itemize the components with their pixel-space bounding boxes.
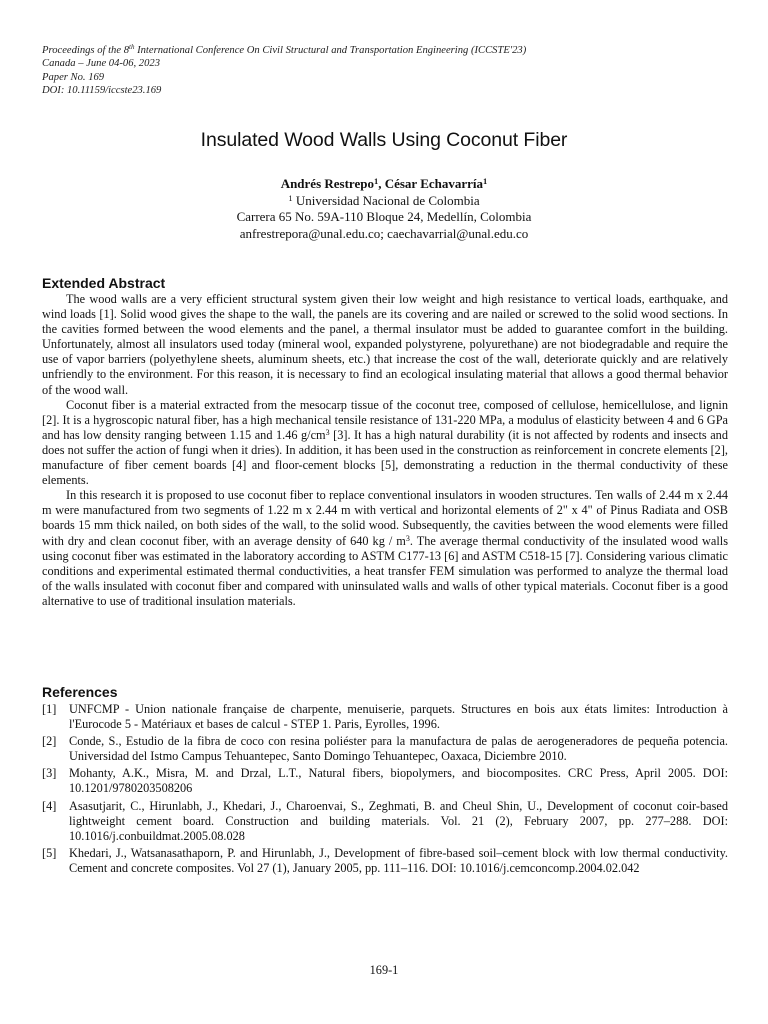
reference-number: [5]: [42, 845, 57, 860]
abstract-paragraph-3: In this research it is proposed to use coconut fiber to replace conventional insulators in wooden structures. Ten walls of 2.44 m x 2.44 m were manufactured from two segments of 1.22 m x 2.44 m with vertical and horizontal elements of 2" x 4" of Pinus Radiata and OSB boards 15 mm thick nailed, on both sides of the wall, to the solid wood. Subsequently, the cavities between the wood elements were filled with dry and clean coconut fiber, with an average density of 640 kg / $m^3$. The average thermal conductivity of the insulated wood walls using coconut fiber was estimated in the laboratory according to ASTM C177-13 [6] and ASTM C518-15 [7]. Considering various climatic conditions and experimental estimated thermal conductivities, a heat transfer FEM simulation was performed to analyze the thermal load of the walls insulated with coconut fiber and compared with uninsulated walls and walls of other typical materials. Coconut fiber is a good alternative to use of traditional insulation materials.: [42, 488, 729, 608]
reference-text: UNFCMP - Union nationale française de charpente, menuiserie, parquets. Structures en bois aux états limites: Introduction à l'Eurocode 5 - Matériaux et bases de calcul - STEP 1. Paris, Eyrolles, 1996.: [69, 702, 728, 732]
reference-number: [3]: [42, 766, 57, 781]
abstract-paragraph-1: The wood walls are a very efficient structural system given their low weight and high resistance to vertical loads, earthquake, and wind loads [1]. Solid wood gives the shape to the wall, the panels are its covering and are nailed or screwed to the solid wood sections. In the cavities formed between the wood elements and the panel, a thermal insulator must be added to guarantee comfort in the building. Unfortunately, almost all insulators used today (mineral wool, expanded polystyrene, polyurethane) are not biodegradable and require the use of vapor barriers (polyethylene sheets, aluminum sheets, etc.) that increase the cost of the wall, deteriorate quickly and are relatively unfriendly to the environment. For this reason, it is necessary to find an ecological insulating material that allows a good thermal behavior of the wood wall.: [42, 292, 728, 397]
paper-title: Insulated Wood Walls Using Coconut Fiber: [200, 129, 568, 151]
abstract-paragraph-2: Coconut fiber is a material extracted from the mesocarp tissue of the coconut tree, composed of cellulose, hemicellulose, and lignin [2]. It is a hygroscopic natural fiber, has a high mechanical tensile resistance of 131-220 MPa, a modulus of elasticity between 4 and 6 GPa and has low density ranging between 1.15 and 1.46 $g/cm^3$ [3]. It has a high natural durability (it is not affected by rodents and insects and does not suffer the action of fungi when it dries). In addition, it has been used in the construction as reinforcement in concrete elements [2], manufacture of fiber cement boards [4] and floor-cement blocks [5], demonstrating a reduction in the thermal conductivity of these elements.: [42, 397, 728, 488]
page-number: 169-1: [369, 963, 399, 977]
reference-item: [42, 766, 728, 796]
header-line-doi: DOI: 10.11159/iccste23.169: [42, 85, 162, 97]
proceedings-header: [42, 44, 742, 98]
address: Carrera 65 No. 59A-110 Bloque 24, Medellín, Colombia: [236, 209, 532, 224]
header-line-conference: Proceedings of the 8th International Conference On Civil Structural and Transportation Engineering (ICCSTE'23): [42, 43, 527, 56]
author-emails: anfrestrepora@unal.edu.co; caechavarrial@unal.edu.co: [239, 225, 529, 241]
reference-text: Asasutjarit, C., Hirunlabh, J., Khedari, J., Charoenvai, S., Zeghmati, B. and Cheul Shin, U., Development of coconut coir-based lightweight cement board. Construction and building materials. Vol. 21 (2), February 2007, pp. 277–288. DOI: 10.1016/j.conbuildmat.2005.08.028: [69, 798, 728, 843]
affiliation: $^1$ Universidad Nacional de Colombia: [288, 192, 480, 208]
references-heading: References: [42, 684, 118, 700]
reference-item: [42, 734, 728, 764]
reference-text: Mohanty, A.K., Misra, M. and Drzal, L.T., Natural fibers, biopolymers, and biocomposites. CRC Press, April 2005. DOI: 10.1201/9780203508206: [69, 766, 728, 796]
reference-number: [2]: [42, 734, 57, 749]
reference-number: [1]: [42, 702, 57, 716]
reference-item: [42, 702, 728, 732]
ordinal-superscript: th: [129, 43, 135, 51]
header-line-date: Canada – June 04-06, 2023: [42, 58, 160, 70]
header-line-paper-number: Paper No. 169: [42, 71, 105, 83]
abstract-body: [42, 292, 728, 609]
author-block: [0, 176, 768, 242]
reference-text: Khedari, J., Watsanasathaporn, P. and Hirunlabh, J., Development of fibre-based soil–cement block with low thermal conductivity. Cement and concrete composites. Vol 27 (1), January 2005, pp. 111–116. DOI: 10.1016/j.cemconcomp.2004.02.042: [69, 845, 728, 875]
abstract-heading: Extended Abstract: [42, 275, 166, 291]
reference-item: [42, 799, 728, 844]
reference-number: [4]: [42, 798, 57, 813]
reference-list: [42, 702, 728, 878]
reference-text: Conde, S., Estudio de la fibra de coco con resina poliéster para la manufactura de palas de aerogeneradores de pequeña potencia. Universidad del Istmo Campus Tehuantepec, Santo Domingo Tehuantepec, Oaxaca, Diciembre 2010.: [69, 734, 728, 764]
author-names: Andrés Restrepo$^1$, César Echavarría$^1$: [280, 176, 488, 191]
reference-item: [42, 846, 728, 876]
